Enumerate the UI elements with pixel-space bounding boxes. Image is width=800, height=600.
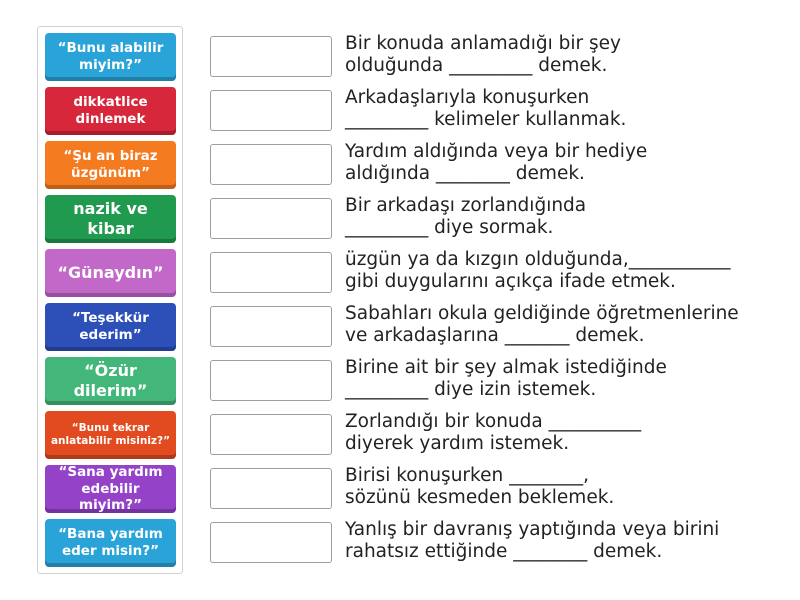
drop-slot[interactable] bbox=[210, 468, 332, 509]
definition-text: Yanlış bir davranış yaptığında veya birini rahatsız ettiğinde ________ demek. bbox=[345, 519, 720, 562]
definition-text: Birine ait bir şey almak istediğinde _________ diye izin istemek. bbox=[345, 357, 667, 400]
drop-slot[interactable] bbox=[210, 36, 332, 77]
definition-text: Zorlandığı bir konuda __________ diyerek yardım istemek. bbox=[345, 411, 642, 454]
definition-text: Bir arkadaşı zorlandığında _________ diye sormak. bbox=[345, 195, 587, 238]
drop-slot[interactable] bbox=[210, 360, 332, 401]
definition-text: Yardım aldığında veya bir hediye aldığında ________ demek. bbox=[345, 141, 648, 184]
drop-slot[interactable] bbox=[210, 144, 332, 185]
answer-tile[interactable]: “Bana yardım eder misin?” bbox=[45, 519, 176, 567]
definition-text: Bir konuda anlamadığı bir şey olduğunda _________ demek. bbox=[345, 33, 621, 76]
drop-slot[interactable] bbox=[210, 522, 332, 563]
answer-tile[interactable]: “Bunu alabilir miyim?” bbox=[45, 33, 176, 81]
answer-tile[interactable]: dikkatlice dinlemek bbox=[45, 87, 176, 135]
answer-tile[interactable]: “Bunu tekrar anlatabilir misiniz?” bbox=[45, 411, 176, 459]
drop-slot[interactable] bbox=[210, 414, 332, 455]
definition-text: Sabahları okula geldiğinde öğretmenlerine ve arkadaşlarına _______ demek. bbox=[345, 303, 739, 346]
drop-slot[interactable] bbox=[210, 90, 332, 131]
answer-tile[interactable]: “Şu an biraz üzgünüm” bbox=[45, 141, 176, 189]
definition-text: Arkadaşlarıyla konuşurken _________ kelimeler kullanmak. bbox=[345, 87, 627, 130]
drop-slot[interactable] bbox=[210, 252, 332, 293]
definition-text: üzgün ya da kızgın olduğunda,___________ gibi duygularını açıkça ifade etmek. bbox=[345, 249, 731, 292]
answer-tile[interactable]: “Günaydın” bbox=[45, 249, 176, 297]
tile-panel bbox=[37, 26, 183, 574]
answer-tile[interactable]: “Özür dilerim” bbox=[45, 357, 176, 405]
drop-slot[interactable] bbox=[210, 306, 332, 347]
answer-tile[interactable]: “Teşekkür ederim” bbox=[45, 303, 176, 351]
definition-text: Birisi konuşurken ________, sözünü kesmeden beklemek. bbox=[345, 465, 615, 508]
answer-tile[interactable]: “Sana yardım edebilir miyim?” bbox=[45, 465, 176, 513]
answer-tile[interactable]: nazik ve kibar bbox=[45, 195, 176, 243]
drop-slot[interactable] bbox=[210, 198, 332, 239]
